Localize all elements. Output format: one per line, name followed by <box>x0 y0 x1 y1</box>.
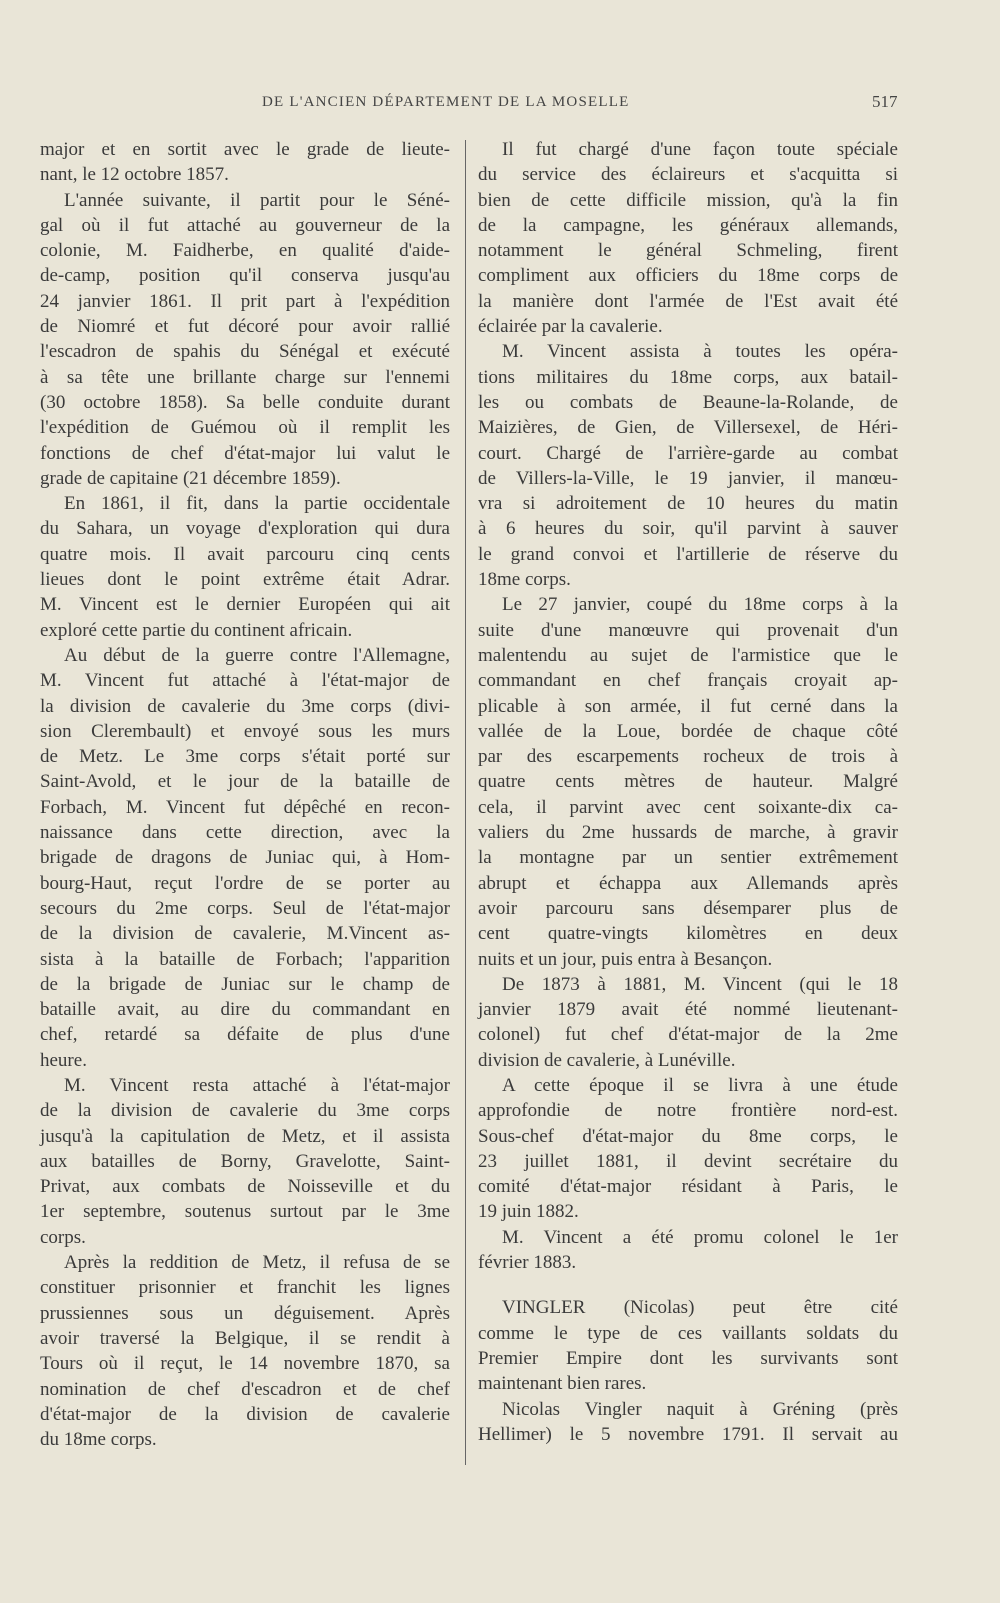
text-line: division de cavalerie, à Lunéville. <box>478 1049 736 1071</box>
text-line: d'état-major de la division de cavalerie <box>40 1403 450 1425</box>
text-line: vra si adroitement de 10 heures du matin <box>478 493 898 515</box>
text-line: le grand convoi et l'artillerie de réserve du <box>478 543 898 565</box>
text-line: M. Vincent a été promu colonel le 1er <box>502 1226 898 1248</box>
text-line: 18me corps. <box>478 569 571 591</box>
text-line: de-camp, position qu'il conserva jusqu'au <box>40 265 450 287</box>
text-line: sion Clerembault) et envoyé sous les murs <box>40 720 450 742</box>
text-line: comme le type de ces vaillants soldats du <box>478 1322 898 1344</box>
text-line: approfondie de notre frontière nord-est. <box>478 1100 898 1122</box>
text-line: aux batailles de Borny, Gravelotte, Saint- <box>40 1150 450 1172</box>
text-line: suite d'une manœuvre qui provenait d'un <box>478 619 898 641</box>
text-line: Nicolas Vingler naquit à Gréning (près <box>502 1398 898 1420</box>
text-line: L'année suivante, il partit pour le Séné- <box>64 189 450 211</box>
text-line: valiers du 2me hussards de marche, à gravir <box>478 822 898 844</box>
text-line: maintenant bien rares. <box>478 1373 647 1395</box>
text-line: Le 27 janvier, coupé du 18me corps à la <box>502 594 898 616</box>
text-line: M. Vincent est le dernier Européen qui ait <box>40 594 450 616</box>
text-line: cent quatre-vingts kilomètres en deux <box>478 923 898 945</box>
text-line: du 18me corps. <box>40 1429 157 1451</box>
left-column <box>40 137 450 1452</box>
text-line: 1er septembre, soutenus surtout par le 3me <box>40 1201 450 1223</box>
text-line: l'expédition de Guémou où il remplit les <box>40 417 450 439</box>
text-line: comité d'état-major résidant à Paris, le <box>478 1176 898 1198</box>
text-line: de Niomré et fut décoré pour avoir rallié <box>40 316 450 338</box>
column-divider <box>465 140 466 1465</box>
text-line: la division de cavalerie du 3me corps (divi- <box>40 695 450 717</box>
text-line: par des escarpements rocheux de trois à <box>478 746 898 768</box>
text-line: Premier Empire dont les survivants sont <box>478 1347 898 1369</box>
text-line: cela, il parvint avec cent soixante-dix ca- <box>478 796 898 818</box>
text-line: major et en sortit avec le grade de lieute- <box>40 139 450 160</box>
text-line: secours du 2me corps. Seul de l'état-major <box>40 897 450 919</box>
text-line: Saint-Avold, et le jour de la bataille de <box>40 771 450 793</box>
text-line: 19 juin 1882. <box>478 1201 579 1223</box>
text-line: gal où il fut attaché au gouverneur de la <box>40 214 450 236</box>
text-line: nomination de chef d'escadron et de chef <box>40 1378 450 1400</box>
text-line: corps. <box>40 1226 86 1248</box>
text-line: bataille avait, au dire du commandant en <box>40 999 450 1021</box>
text-line: commandant en chef français croyait ap- <box>478 670 898 692</box>
text-line: sista à la bataille de Forbach; l'apparition <box>40 948 450 970</box>
text-line: Après la reddition de Metz, il refusa de se <box>64 1252 450 1274</box>
text-line: à 6 heures du soir, qu'il parvint à sauver <box>478 518 898 540</box>
text-line: 24 janvier 1861. Il prit part à l'expédition <box>40 290 450 312</box>
text-line: avoir parcouru sans désemparer plus de <box>478 897 898 919</box>
text-line: du Sahara, un voyage d'exploration qui dura <box>40 518 450 540</box>
text-line: M. Vincent resta attaché à l'état-major <box>64 1074 450 1096</box>
text-line: brigade de dragons de Juniac qui, à Hom- <box>40 847 450 869</box>
text-line: constituer prisonnier et franchit les lignes <box>40 1277 450 1299</box>
text-line: bien de cette difficile mission, qu'à la fin <box>478 189 898 211</box>
text-line: les ou combats de Beaune-la-Rolande, de <box>478 391 898 413</box>
text-line: court. Chargé de l'arrière-garde au combat <box>478 442 898 464</box>
text-line: de la campagne, les généraux allemands, <box>478 214 898 236</box>
text-line: éclairée par la cavalerie. <box>478 316 663 338</box>
text-line: prussiennes sous un déguisement. Après <box>40 1302 450 1324</box>
text-line: quatre cents mètres de hauteur. Malgré <box>478 771 898 793</box>
text-line: exploré cette partie du continent africain. <box>40 619 353 641</box>
text-line: chef, retardé sa défaite de plus d'une <box>40 1024 450 1046</box>
text-line: Hellimer) le 5 novembre 1791. Il servait au <box>478 1423 898 1445</box>
text-line: malentendu au sujet de l'armistice que le <box>478 644 898 666</box>
text-line: de la division de cavalerie, M.Vincent as- <box>40 923 450 945</box>
text-line: l'escadron de spahis du Sénégal et exécuté <box>40 341 450 363</box>
text-line: Maizières, de Gien, de Villersexel, de Héri- <box>478 417 898 439</box>
text-line: vallée de la Loue, bordée de chaque côté <box>478 720 898 742</box>
text-line: à sa tête une brillante charge sur l'ennemi <box>40 366 450 388</box>
text-line: notamment le général Schmeling, firent <box>478 240 898 262</box>
text-line: avoir traversé la Belgique, il se rendit à <box>40 1327 450 1349</box>
text-line: A cette époque il se livra à une étude <box>502 1074 898 1096</box>
text-line: colonel) fut chef d'état-major de la 2me <box>478 1024 898 1046</box>
text-line: quatre mois. Il avait parcouru cinq cents <box>40 543 450 565</box>
text-line: du service des éclaireurs et s'acquitta si <box>478 164 898 186</box>
text-line: heure. <box>40 1049 87 1071</box>
text-line: Au début de la guerre contre l'Allemagne, <box>64 644 450 666</box>
text-line: bourg-Haut, reçut l'ordre de se porter au <box>40 872 450 894</box>
text-line: grade de capitaine (21 décembre 1859). <box>40 467 341 489</box>
text-line: la montagne par un sentier extrêmement <box>478 847 898 869</box>
text-line: Privat, aux combats de Noisseville et du <box>40 1176 450 1198</box>
text-line: de Metz. Le 3me corps s'était porté sur <box>40 746 450 768</box>
text-line: tions militaires du 18me corps, aux batail- <box>478 366 898 388</box>
text-line: (30 octobre 1858). Sa belle conduite durant <box>40 391 450 413</box>
text-line: Sous-chef d'état-major du 8me corps, le <box>478 1125 898 1147</box>
right-column <box>478 137 898 1447</box>
text-line: abrupt et échappa aux Allemands après <box>478 872 898 894</box>
text-line: de la brigade de Juniac sur le champ de <box>40 973 450 995</box>
text-line: janvier 1879 avait été nommé lieutenant- <box>478 999 898 1021</box>
page-number: 517 <box>872 92 898 111</box>
text-line: jusqu'à la capitulation de Metz, et il assista <box>40 1125 450 1147</box>
text-line: En 1861, il fit, dans la partie occidentale <box>64 493 450 515</box>
text-line: Il fut chargé d'une façon toute spéciale <box>502 139 898 160</box>
text-line: Forbach, M. Vincent fut dépêché en recon- <box>40 796 450 818</box>
text-line: de Villers-la-Ville, le 19 janvier, il manœu- <box>478 467 898 489</box>
text-line: compliment aux officiers du 18me corps de <box>478 265 898 287</box>
text-line: 23 juillet 1881, il devint secrétaire du <box>478 1150 898 1172</box>
text-line: lieues dont le point extrême était Adrar. <box>40 569 450 591</box>
text-line: février 1883. <box>478 1252 577 1274</box>
text-line: la manière dont l'armée de l'Est avait été <box>478 290 898 312</box>
text-line: naissance dans cette direction, avec la <box>40 822 450 844</box>
text-line: nuits et un jour, puis entra à Besançon. <box>478 948 773 970</box>
running-head: DE L'ANCIEN DÉPARTEMENT DE LA MOSELLE <box>262 94 630 110</box>
text-line: nant, le 12 octobre 1857. <box>40 164 229 186</box>
text-line: De 1873 à 1881, M. Vincent (qui le 18 <box>502 973 898 995</box>
text-line: M. Vincent fut attaché à l'état-major de <box>40 670 450 692</box>
text-line: fonctions de chef d'état-major lui valut le <box>40 442 450 464</box>
text-line: plicable à son armée, il fut cerné dans la <box>478 695 898 717</box>
text-line: Tours où il reçut, le 14 novembre 1870, sa <box>40 1353 450 1375</box>
text-line: colonie, M. Faidherbe, en qualité d'aide- <box>40 240 450 262</box>
text-line: de la division de cavalerie du 3me corps <box>40 1100 450 1122</box>
text-line: VINGLER (Nicolas) peut être cité <box>502 1297 898 1319</box>
text-line: M. Vincent assista à toutes les opéra- <box>502 341 898 363</box>
